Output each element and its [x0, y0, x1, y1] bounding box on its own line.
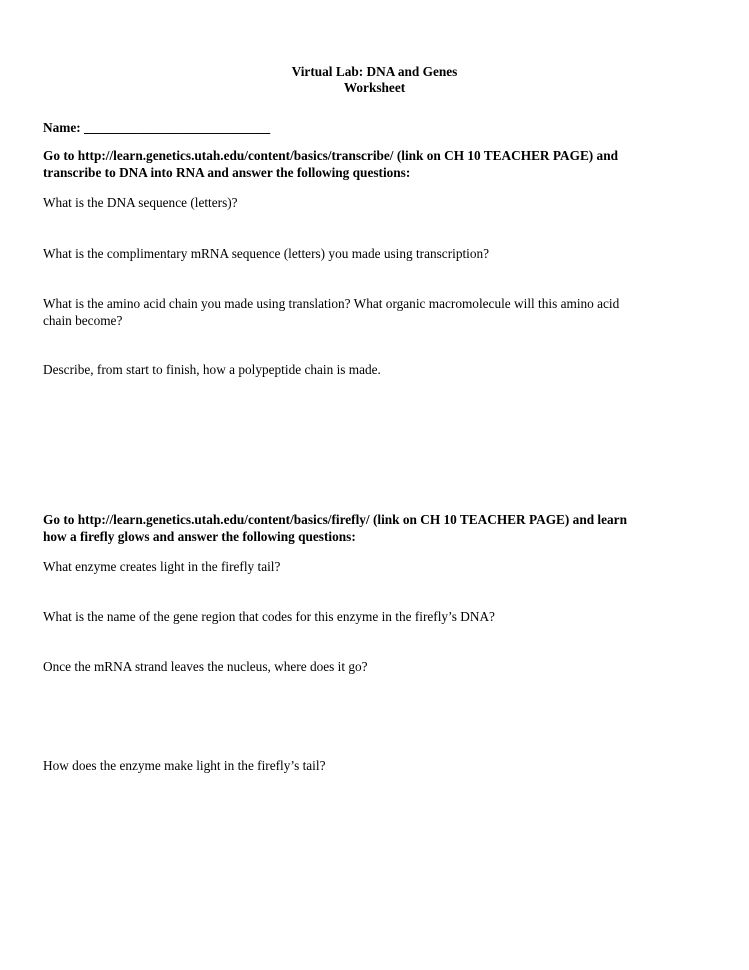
question-mrna-destination: Once the mRNA strand leaves the nucleus, where does it go?	[43, 659, 368, 674]
page-subtitle: Worksheet	[343, 80, 406, 95]
section1-instruction-line1: Go to http://learn.genetics.utah.edu/content/basics/transcribe/ (link on CH 10 TEACHER PAGE) and	[43, 148, 618, 163]
question-mrna-sequence: What is the complimentary mRNA sequence (letters) you made using transcription?	[43, 246, 490, 261]
question-enzyme-light: How does the enzyme make light in the firefly’s tail?	[43, 758, 326, 773]
section1-instruction-line2: transcribe to DNA into RNA and answer the following questions:	[43, 165, 411, 180]
question-enzyme: What enzyme creates light in the firefly tail?	[43, 559, 281, 574]
question-dna-sequence: What is the DNA sequence (letters)?	[43, 195, 238, 210]
page-title: Virtual Lab: DNA and Genes	[291, 64, 458, 79]
question-gene-region: What is the name of the gene region that codes for this enzyme in the firefly’s DNA?	[43, 609, 495, 624]
question-amino-acid-chain: What is the amino acid chain you made using translation? What organic macromolecule will this amino acid	[43, 296, 620, 311]
name-label: Name:	[43, 120, 81, 135]
section2-instruction-line1: Go to http://learn.genetics.utah.edu/content/basics/firefly/ (link on CH 10 TEACHER PAGE) and learn	[43, 512, 627, 527]
question-amino-acid-chain-cont: chain become?	[43, 313, 123, 328]
question-polypeptide: Describe, from start to finish, how a polypeptide chain is made.	[43, 362, 381, 377]
section2-instruction-line2: how a firefly glows and answer the following questions:	[43, 529, 356, 544]
name-field	[43, 120, 270, 136]
name-blank: ____________________________	[84, 120, 271, 135]
